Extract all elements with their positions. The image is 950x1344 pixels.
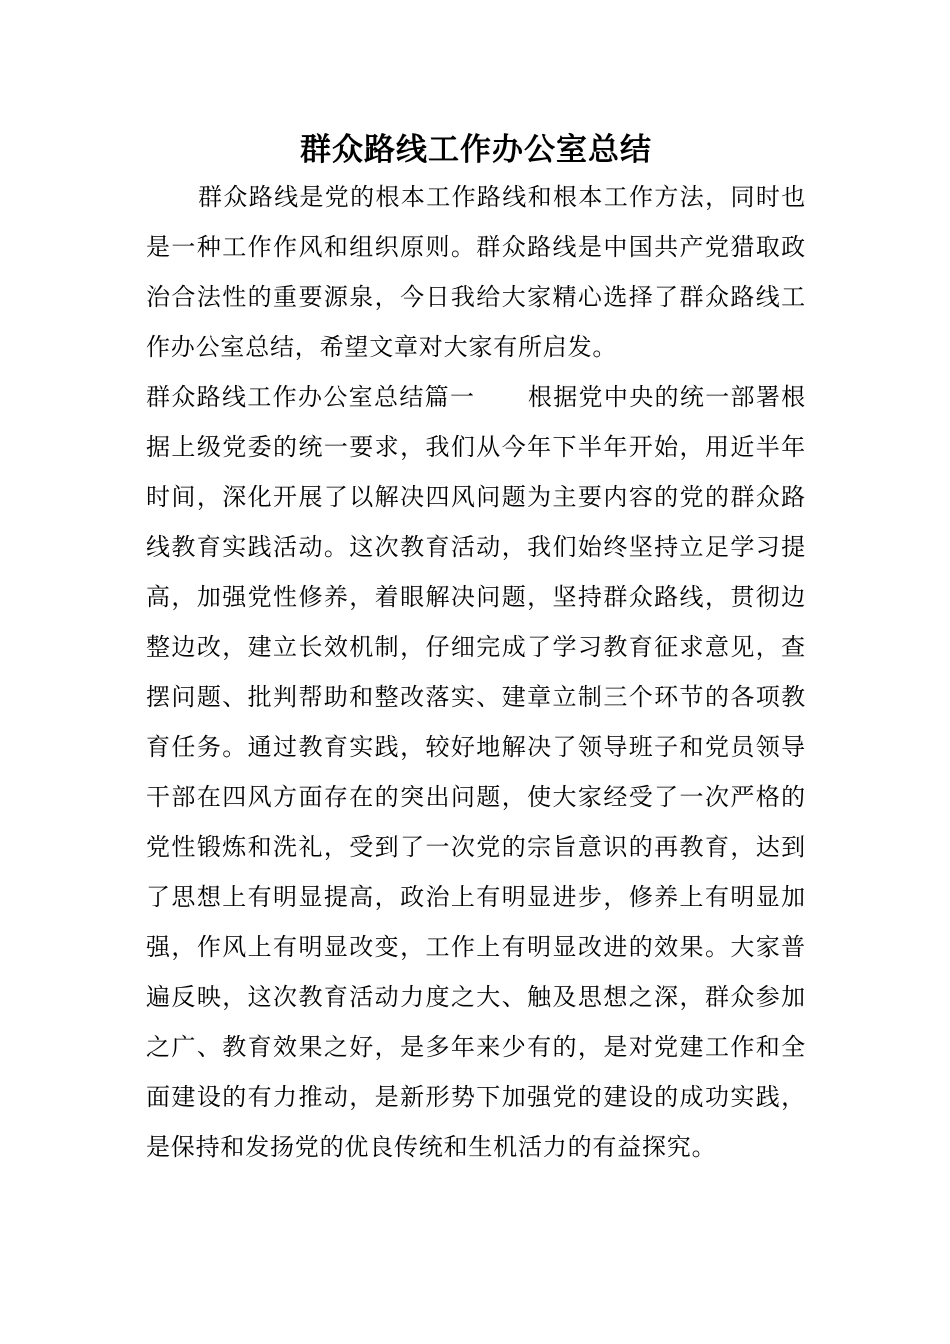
section-paragraph <box>146 372 806 1172</box>
document-page <box>146 128 806 1172</box>
document-title: 群众路线工作办公室总结 <box>300 132 652 168</box>
intro-paragraph: 群众路线是党的根本工作路线和根本工作方法，同时也是一种工作作风和组织原则。群众路线是中国共产党猎取政治合法性的重要源泉，今日我给大家精心选择了群众路线工作办公室总结，希望文章对大家有所启发。 <box>146 183 806 361</box>
section-heading: 群众路线工作办公室总结篇一 <box>146 383 476 411</box>
section-body: 根据党中央的统一部署根据上级党委的统一要求，我们从今年下半年开始，用近半年时间，深化开展了以解决四风问题为主要内容的党的群众路线教育实践活动。这次教育活动，我们始终坚持立足学习提高，加强党性修养，着眼解决问题，坚持群众路线，贯彻边整边改，建立长效机制，仔细完成了学习教育征求意见，查摆问题、批判帮助和整改落实、建章立制三个环节的各项教育任务。通过教育实践，较好地解决了领导班子和党员领导干部在四风方面存在的突出问题，使大家经受了一次严格的党性锻炼和洗礼，受到了一次党的宗旨意识的再教育，达到了思想上有明显提高，政治上有明显进步，修养上有明显加强，作风上有明显改变，工作上有明显改进的效果。大家普遍反映，这次教育活动力度之大、触及思想之深，群众参加之广、教育效果之好，是多年来少有的，是对党建工作和全面建设的有力推动，是新形势下加强党的建设的成功实践，是保持和发扬党的优良传统和生机活力的有益探究。 <box>146 383 806 1161</box>
